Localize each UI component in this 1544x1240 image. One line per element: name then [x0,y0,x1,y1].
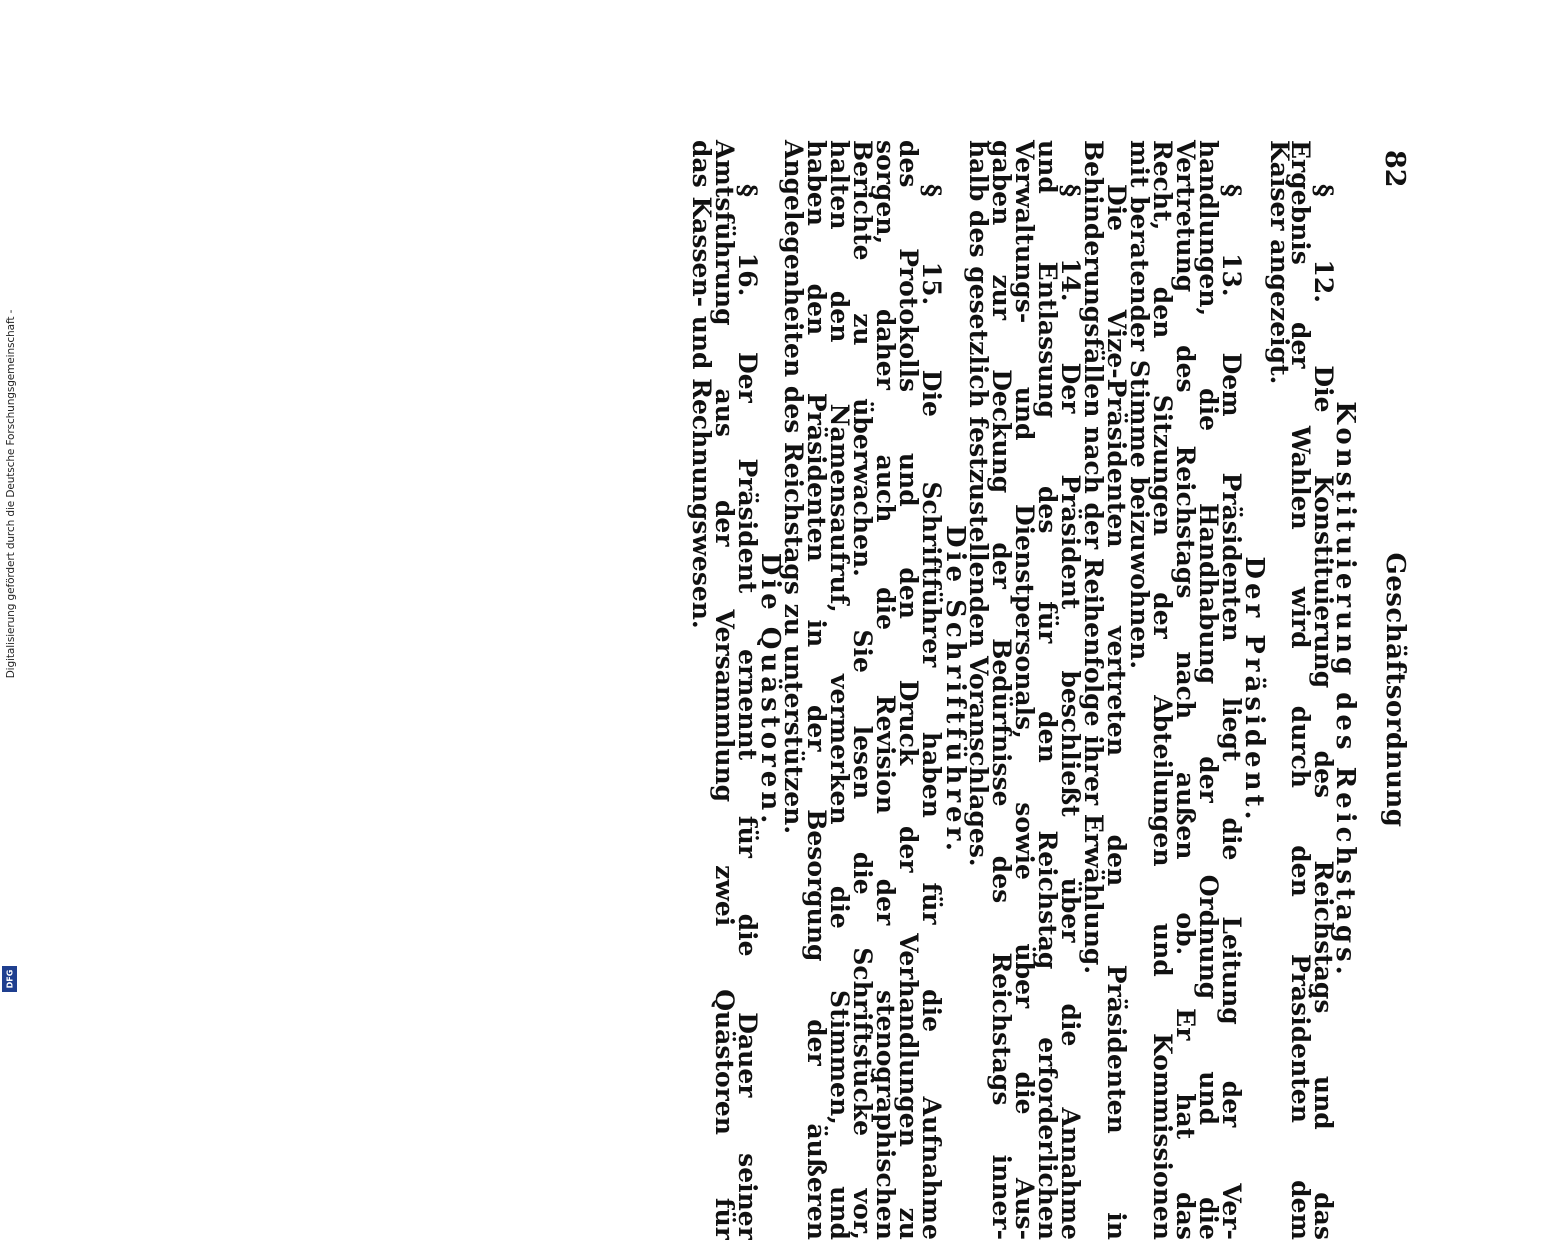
text-line: § 12. Die Konstituierung des Reichstags und das [1309,184,1338,1240]
text-line: Verwaltungs- und Dienstpersonals, sowie über die Aus- [1010,140,1039,1240]
text-line: das Kassen- und Rechnungswesen. [687,140,716,629]
text-line: Amtsführung aus der Versammlung zwei Quästoren für [710,140,739,1240]
dfg-logo [2,966,17,992]
text-line: gaben zur Deckung der Bedürfnisse des Reichstags inner- [987,140,1016,1240]
text-line: des Protokolls und den Druck der Verhandlungen zu [894,140,923,1240]
digitization-credit-bar [0,0,22,1000]
section-heading: Der Präsident. [1239,556,1269,824]
section-heading: Konstituierung des Reichstags. [1330,401,1360,979]
text-line: Die Vize-Präsidenten vertreten den Präsidenten in [1102,184,1131,1240]
dfg-logo-label: DFG [5,969,14,989]
text-line: handlungen, die Handhabung der Ordnung und die [1194,140,1223,1240]
text-line: § 16. Der Präsident ernennt für die Dauer seiner [733,184,762,1240]
text-line: sorgen, daher auch die Revision der stenographischen [871,140,900,1240]
text-line: Berichte zu überwachen. Sie lesen die Schriftstücke vor, [848,140,877,1240]
digitization-credit-text: Digitalisierung gefördert durch die Deutsche Forschungsgemeinschaft - [5,309,17,679]
text-line: und Entlassung des für den Reichstag erforderlichen [1033,140,1062,1240]
text-line: halten den Namensaufruf, vermerken die Stimmen, und [825,140,854,1240]
text-line: Angelegenheiten des Reichstags zu unterstützen. [779,140,808,835]
page-header [1366,140,1410,1240]
text-line: § 15. Die Schriftführer haben für die Aufnahme [917,184,946,1240]
text-line: Kaiser angezeigt. [1265,140,1294,385]
text-line: halb des gesetzlich festzustellenden Voranschlages. [964,140,993,867]
running-head: Geschäftsordnung [1380,552,1410,828]
text-line: haben den Präsidenten in der Besorgung der äußeren [802,140,831,1240]
page-number: 82 [1379,150,1410,188]
book-page [640,140,1410,1240]
text-line: mit beratender Stimme beizuwohnen. [1125,140,1154,670]
text-line: Behinderungsfällen nach der Reihenfolge ihrer Erwählung. [1079,140,1108,975]
text-line: Recht, den Sitzungen der Abteilungen und Kommissionen [1148,140,1177,1240]
text-line: Vertretung des Reichstags nach außen ob. Er hat das [1171,140,1200,1240]
text-line: § 13. Dem Präsidenten liegt die Leitung der Ver- [1217,184,1246,1240]
text-line: § 14. Der Präsident beschließt über die Annahme [1056,184,1085,1240]
section-heading: Die Schriftführer. [940,525,970,855]
section-heading: Die Quästoren. [755,552,785,828]
text-line: Ergebnis der Wahlen wird durch den Präsidenten dem [1286,140,1315,1240]
